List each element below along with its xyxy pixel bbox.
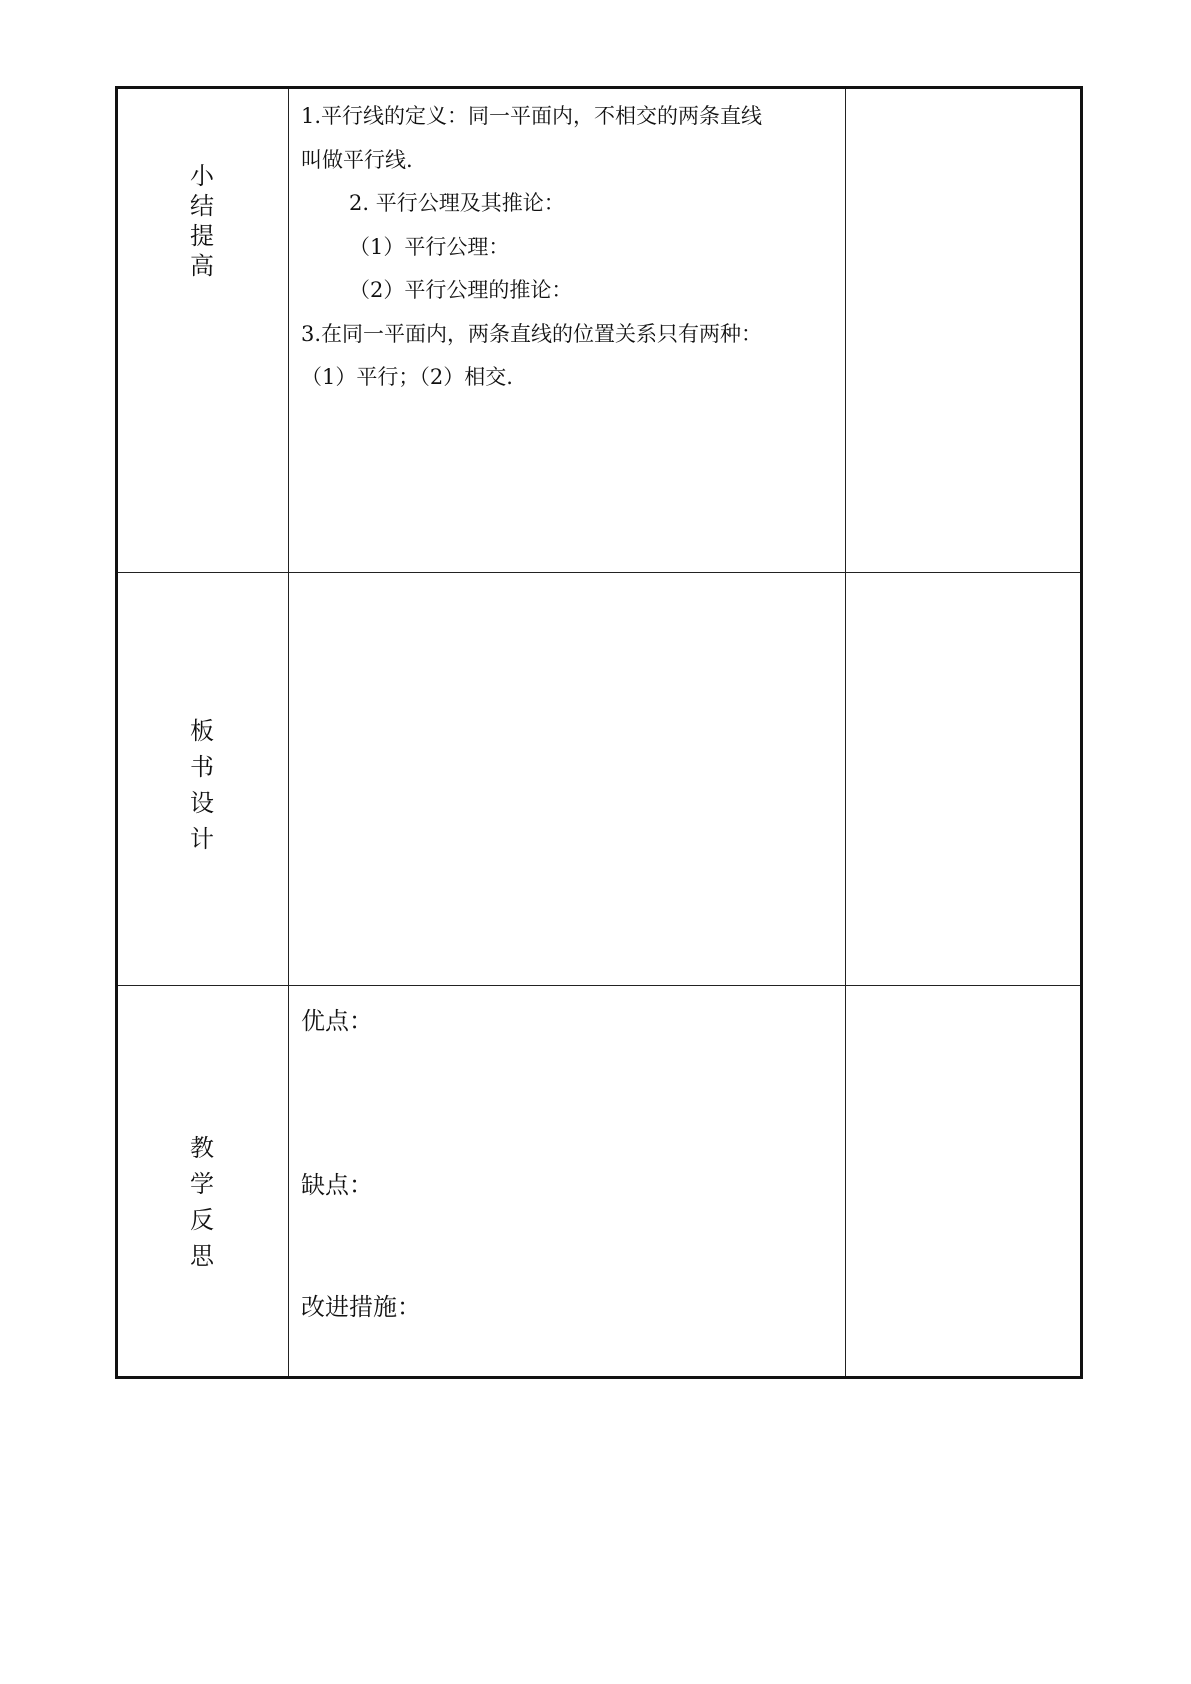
label-char: 提 xyxy=(190,222,216,250)
label-char: 计 xyxy=(190,825,216,853)
summary-line: （1）平行公理： xyxy=(349,234,510,259)
lesson-plan-table xyxy=(115,86,1083,1379)
summary-content-cell xyxy=(289,88,846,573)
reflection-label-cell xyxy=(117,986,289,1378)
summary-line: 2. 平行公理及其推论： xyxy=(349,191,565,215)
label-char: 高 xyxy=(190,252,216,280)
summary-line: 3.在同一平面内，两条直线的位置关系只有两种： xyxy=(301,321,763,346)
label-char: 书 xyxy=(190,753,216,781)
table-row-summary xyxy=(117,88,1082,573)
board-notes-cell xyxy=(846,573,1082,986)
summary-line: （1）平行；（2）相交. xyxy=(301,365,513,389)
table-row-reflection xyxy=(117,986,1082,1378)
summary-notes-cell xyxy=(846,88,1082,573)
summary-label-cell xyxy=(117,88,289,573)
label-char: 思 xyxy=(190,1242,216,1270)
pros-label: 优点： xyxy=(301,1007,373,1035)
label-char: 反 xyxy=(190,1206,216,1234)
label-char: 设 xyxy=(190,789,216,817)
improvements-label: 改进措施： xyxy=(301,1293,421,1321)
label-char: 教 xyxy=(190,1134,216,1162)
board-content-cell xyxy=(289,573,846,986)
summary-label xyxy=(118,161,288,281)
label-char: 板 xyxy=(190,717,216,745)
reflection-label xyxy=(118,1130,288,1274)
summary-line: （2）平行公理的推论： xyxy=(349,278,573,302)
summary-text xyxy=(289,89,845,400)
reflection-content-cell xyxy=(289,986,846,1378)
label-char: 小 xyxy=(190,162,216,190)
table-row-board xyxy=(117,573,1082,986)
board-label xyxy=(118,713,288,857)
cons-label: 缺点： xyxy=(301,1171,373,1199)
label-char: 结 xyxy=(190,192,216,220)
label-char: 学 xyxy=(190,1170,216,1198)
board-label-cell xyxy=(117,573,289,986)
summary-line: 叫做平行线. xyxy=(301,147,413,172)
reflection-notes-cell xyxy=(846,986,1082,1378)
summary-line: 1.平行线的定义：同一平面内，不相交的两条直线 xyxy=(301,104,763,128)
